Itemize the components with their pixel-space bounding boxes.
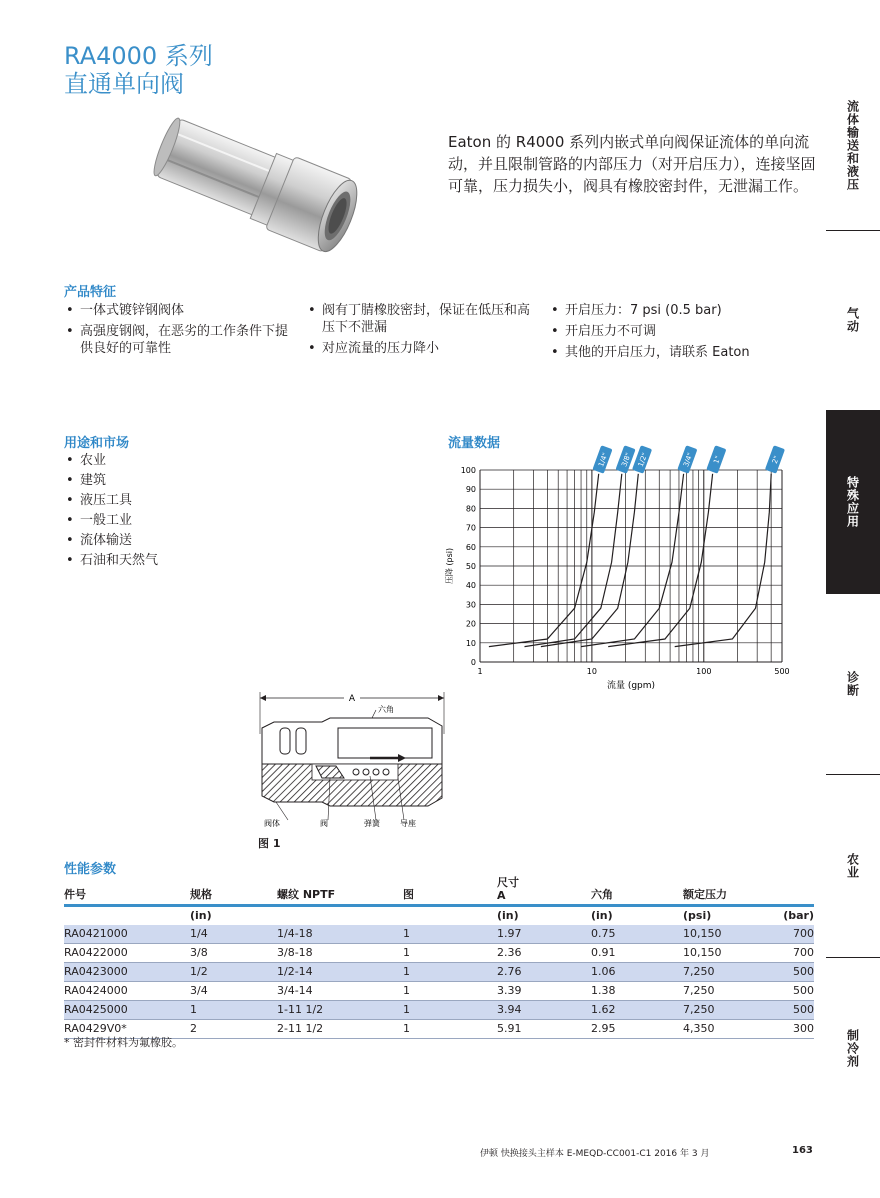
list-item: • 其他的开启压力，请联系 Eaton [549, 344, 799, 361]
page-number: 163 [792, 1145, 813, 1156]
features-col-1 [64, 302, 300, 361]
specs-footnote: * 密封件材料为氟橡胶。 [64, 1036, 183, 1049]
flow-chart [445, 451, 802, 698]
col-header: 件号 [64, 888, 86, 901]
hex-label: 六角 [378, 705, 394, 714]
list-item: • 流体输送 [64, 532, 264, 549]
specs-table [64, 886, 814, 1039]
series-label: 1/2" [636, 451, 650, 468]
series-label: 1/4" [597, 451, 610, 468]
series-line [581, 474, 684, 647]
y-tick-label: 90 [465, 485, 476, 495]
table-row: RA0429V0* 2 2-11 1/2 1 5.91 2.95 4,350 300 [64, 1020, 814, 1039]
series-label: 1" [712, 454, 723, 465]
series-tag [706, 445, 726, 474]
series-line [675, 474, 772, 647]
col-header: A [497, 889, 506, 902]
list-item: • 农业 [64, 452, 264, 469]
list-item: • 液压工具 [64, 492, 264, 509]
table-row: RA0422000 3/8 3/8-18 1 2.36 0.91 10,150 700 [64, 944, 814, 963]
y-tick-label: 10 [465, 638, 476, 648]
col-header: 六角 [591, 888, 613, 901]
title-line-1: RA4000 系列 [64, 42, 213, 70]
list-item: • 一体式镀锌钢阀体 [64, 302, 300, 319]
y-tick-label: 60 [465, 542, 476, 552]
col-header: 规格 [190, 888, 212, 901]
body-label: 阀体 [264, 819, 280, 828]
table-row: RA0424000 3/4 3/4-14 1 3.39 1.38 7,250 500 [64, 982, 814, 1001]
y-tick-label: 80 [465, 504, 476, 514]
specs-heading: 性能参数 [64, 862, 117, 877]
size-header: 尺寸 [497, 876, 519, 889]
x-axis-label: 流量 (gpm) [606, 681, 656, 691]
series-tag [592, 445, 612, 474]
markets-heading: 用途和市场 [64, 436, 130, 451]
list-item: • 一般工业 [64, 512, 264, 529]
figure-caption: 图 1 [258, 837, 281, 850]
series-tag [615, 445, 635, 474]
table-header-row [64, 886, 814, 904]
col-header: 图 [403, 888, 414, 901]
y-tick-label: 0 [470, 658, 476, 667]
series-label: 3/4" [682, 451, 695, 468]
intro-paragraph: Eaton 的 R4000 系列内嵌式单向阀保证流体的单向流动，并且限制管路的内部压力（对开启压力），连接坚固可靠，压力损失小，阀具有橡胶密封件，无泄漏工作。 [448, 133, 816, 195]
x-tick-label: 10 [586, 667, 597, 676]
list-item: • 对应流量的压力降小 [306, 340, 542, 357]
y-tick-label: 70 [465, 523, 476, 533]
sidebar-tab-diagnostics[interactable]: 诊断 [845, 671, 860, 697]
list-item: • 开启压力不可调 [549, 323, 799, 340]
features-heading: 产品特征 [64, 285, 117, 300]
valve-label: 阀 [320, 819, 328, 828]
title-line-2: 直通单向阀 [64, 70, 184, 98]
x-tick-label: 500 [774, 667, 790, 676]
list-item: • 建筑 [64, 472, 264, 489]
x-tick-label: 1 [477, 667, 483, 676]
col-header [782, 886, 814, 904]
x-tick-label: 100 [696, 667, 712, 676]
series-tag [765, 445, 785, 474]
list-item: • 阀有丁腈橡胶密封，保证在低压和高压下不泄漏 [306, 302, 542, 336]
series-tag [677, 445, 697, 474]
y-tick-label: 20 [465, 619, 476, 629]
sidebar-tab-refrigerant[interactable]: 制冷剂 [845, 1028, 860, 1068]
col-header: 螺纹 NPTF [277, 888, 336, 901]
units-row: (in) (in) (in) (psi) (bar) [190, 909, 814, 922]
page-title [64, 42, 213, 98]
valve-diagram [252, 688, 452, 848]
markets-list [64, 452, 264, 572]
sidebar-tab-fluid[interactable]: 流体输送和液压 [845, 99, 860, 191]
y-tick-label: 40 [465, 581, 476, 591]
sidebar-tab-agriculture[interactable]: 农业 [845, 853, 860, 879]
col-header: 额定压力 [683, 888, 727, 901]
list-item: • 开启压力：7 psi (0.5 bar) [549, 302, 799, 319]
series-line [489, 474, 599, 647]
y-tick-label: 50 [465, 562, 476, 571]
sidebar-tab-pneumatic[interactable]: 气动 [845, 307, 860, 333]
flow-chart-svg [445, 451, 802, 698]
list-item: • 高强度钢阀，在恶劣的工作条件下提供良好的可靠性 [64, 323, 300, 357]
y-axis-label: 压降 (psi) [445, 547, 454, 585]
series-label: 3/8" [620, 451, 633, 468]
series-line [608, 474, 712, 647]
series-tag [632, 445, 652, 474]
dim-a-label: A [348, 694, 356, 704]
flow-heading: 流量数据 [448, 436, 501, 451]
footer-text: 伊顿 快换接头主样本 E-MEQD-CC001-C1 2016 年 3 月 [480, 1149, 710, 1159]
features-col-2 [306, 302, 542, 361]
guide-label: 导座 [400, 819, 416, 828]
series-label: 2" [770, 454, 781, 465]
y-tick-label: 30 [465, 600, 476, 610]
product-image [140, 112, 360, 262]
features-col-3 [549, 302, 799, 365]
table-row: RA0425000 1 1-11 1/2 1 3.94 1.62 7,250 500 [64, 1001, 814, 1020]
spring-label: 弹簧 [364, 819, 380, 828]
list-item: • 石油和天然气 [64, 552, 264, 569]
table-row: RA0423000 1/2 1/2-14 1 2.76 1.06 7,250 500 [64, 963, 814, 982]
table-row: RA0421000 1/4 1/4-18 1 1.97 0.75 10,150 700 [64, 925, 814, 944]
sidebar-tab-special[interactable]: 特殊应用 [826, 410, 880, 594]
y-tick-label: 100 [460, 466, 476, 475]
